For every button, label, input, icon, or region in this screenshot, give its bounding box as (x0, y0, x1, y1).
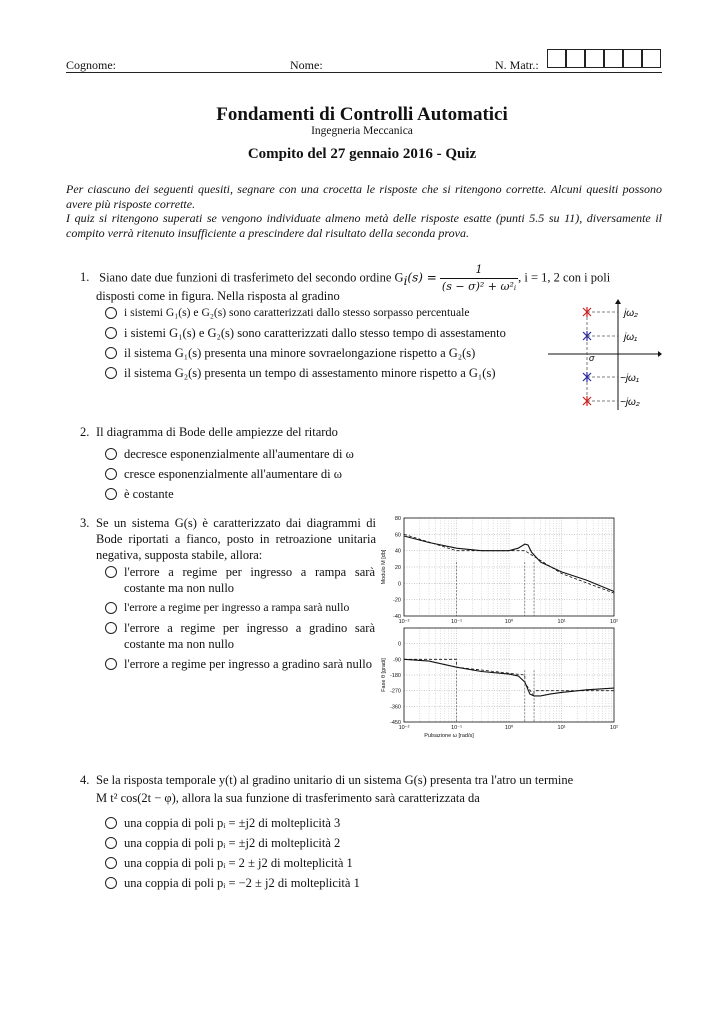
bode-diagram (376, 510, 620, 742)
cognome-label: Cognome: (66, 58, 116, 72)
option-label: una coppia di poli pᵢ = ±j2 di molteplicità 2 (124, 836, 341, 850)
question-4-text-a: Se la risposta temporale y(t) al gradino unitario di un sistema G(s) presenta tra l'atro un termine (96, 773, 574, 787)
magnitude-x-tick-label: 10¹ (557, 619, 566, 625)
question-number: 2. (80, 425, 90, 439)
page-subtitle: Ingegneria Meccanica (311, 125, 413, 137)
phase-y-tick-label: 0 (397, 641, 401, 648)
radio-circle[interactable] (105, 367, 117, 379)
option-label: decresce esponenzialmente all'aumentare di ω (124, 447, 354, 461)
nome-label: Nome: (290, 58, 323, 72)
page-title: Fondamenti di Controlli Automatici (216, 104, 508, 125)
question-1: 1. Siano date due funzioni di trasferimeto del secondo ordine $G_i(s)$ = $\frac{1}{\text{(s − σ)² + ω²ᵢ}}$ , i = 1, 2 con i poli (80, 263, 611, 293)
option-label: una coppia di poli pᵢ = ±j2 di molteplicità 3 (124, 816, 341, 830)
phase-x-tick-label: 10⁰ (504, 725, 514, 731)
answer-option[interactable] (105, 345, 515, 361)
magnitude-x-tick-label: 10⁻¹ (451, 619, 462, 625)
matr-label: N. Matr.: (495, 58, 539, 72)
phase-x-tick-label: 10⁻¹ (451, 725, 462, 731)
radio-circle[interactable] (105, 877, 117, 889)
radio-circle[interactable] (105, 622, 117, 634)
option-label: una coppia di poli pᵢ = −2 ± j2 di molteplicità 1 (124, 876, 360, 890)
answer-option[interactable] (105, 325, 515, 341)
option-label: l'errore a regime per ingresso a gradino sarà costante ma non nullo (124, 621, 375, 651)
magnitude-y-tick-label: 40 (394, 548, 401, 555)
magnitude-y-axis-label: Modulo M [db] (381, 549, 387, 585)
question-1-text-a: Siano date due funzioni di trasferimeto del secondo ordine G (99, 270, 404, 285)
answer-option[interactable] (105, 875, 505, 891)
option-label: è costante (124, 487, 174, 501)
option-label: l'errore a regime per ingresso a rampa sarà nullo (124, 601, 350, 614)
phase-y-tick-label: -180 (389, 673, 401, 679)
answer-option[interactable] (105, 600, 375, 616)
option-label: una coppia di poli pᵢ = 2 ± j2 di molteplicità 1 (124, 856, 353, 870)
magnitude-y-tick-label: 60 (394, 532, 401, 539)
phase-y-axis-label: Fase θ [gradi] (381, 658, 387, 692)
label-jw1: jω₁ (624, 332, 638, 343)
magnitude-y-tick-label: 20 (394, 565, 401, 571)
label-jw2: jω₂ (624, 308, 638, 319)
matr-box[interactable] (585, 49, 604, 68)
question-1-text-c: , i = 1, 2 con i poli (518, 270, 611, 285)
magnitude-x-tick-label: 10⁰ (504, 619, 514, 625)
fraction-numerator: 1 (440, 262, 518, 279)
question-number: 3. (80, 516, 90, 530)
radio-circle[interactable] (105, 488, 117, 500)
question-1-text-b: (s) = (407, 270, 437, 285)
phase-y-tick-label: -90 (393, 657, 401, 664)
exam-date: Compito del 27 gennaio 2016 - Quiz (247, 146, 477, 162)
instructions-line-2: I quiz si ritengono superati se vengono individuate almeno metà delle risposte esatte (punti 5.5 su 11), diversamente il compito verrà ritenuto insufficiente a prescindere dal risultato della seconda prova. (66, 211, 662, 240)
radio-circle[interactable] (105, 327, 117, 339)
answer-option[interactable] (105, 486, 505, 502)
radio-circle[interactable] (105, 468, 117, 480)
question-3 (80, 515, 376, 563)
question-number: 1. (80, 270, 90, 285)
magnitude-y-tick-label: 80 (394, 516, 401, 522)
fraction-denominator: (s − σ)² + ω²ᵢ (441, 280, 517, 293)
magnitude-y-tick-label: 0 (397, 581, 401, 588)
matr-box[interactable] (642, 49, 661, 68)
question-4 (80, 772, 662, 788)
question-2-text: Il diagramma di Bode delle ampiezze del ritardo (96, 425, 338, 439)
answer-option[interactable] (105, 656, 375, 672)
magnitude-y-tick-label: -40 (393, 614, 401, 620)
answer-option[interactable] (105, 815, 505, 831)
answer-option[interactable] (105, 446, 505, 462)
label-neg-jw2: −jω₂ (620, 397, 640, 408)
header-rule (66, 72, 662, 73)
instructions (66, 182, 662, 240)
matr-box[interactable] (604, 49, 623, 68)
question-number: 4. (80, 773, 90, 787)
matr-box[interactable] (566, 49, 585, 68)
label-neg-jw1: −jω₁ (620, 373, 640, 384)
radio-circle[interactable] (105, 347, 117, 359)
radio-circle[interactable] (105, 817, 117, 829)
radio-circle[interactable] (105, 602, 117, 614)
answer-option[interactable] (105, 835, 505, 851)
radio-circle[interactable] (105, 307, 117, 319)
question-3-options (105, 564, 375, 672)
question-1-options (105, 305, 515, 381)
phase-y-tick-label: -360 (389, 704, 401, 711)
imaginary-axis-arrow (615, 299, 621, 304)
question-2-options (105, 446, 505, 502)
matricola-boxes[interactable] (547, 49, 661, 68)
option-label: il sistema G₁(s) presenta una minore sovraelongazione rispetto a G₂(s) (124, 346, 476, 360)
option-label: l'errore a regime per ingresso a gradino sarà nullo (124, 657, 372, 671)
option-label: cresce esponenzialmente all'aumentare di ω (124, 467, 343, 481)
label-sigma: σ (589, 353, 595, 363)
magnitude-x-tick-label: 10⁻² (398, 619, 410, 625)
phase-series-dashed (404, 659, 614, 696)
pole-zero-plot (544, 298, 662, 414)
radio-circle[interactable] (105, 566, 117, 578)
radio-circle[interactable] (105, 448, 117, 460)
question-4-text-b: M t² cos(2t − φ), allora la sua funzione di trasferimento sarà caratterizzata da (96, 791, 480, 805)
question-1-text-d: disposti come in figura. Nella risposta al gradino (96, 289, 340, 303)
question-2 (80, 424, 662, 440)
answer-option[interactable] (105, 305, 515, 321)
matr-box[interactable] (547, 49, 566, 68)
phase-x-tick-label: 10² (610, 725, 618, 731)
answer-option[interactable] (105, 466, 505, 482)
option-label: il sistema G₂(s) presenta un tempo di assestamento minore rispetto a G₁(s) (124, 366, 496, 380)
phase-y-tick-label: -270 (389, 688, 401, 695)
magnitude-y-tick-label: -20 (393, 597, 401, 604)
instructions-line-1: Per ciascuno dei seguenti quesiti, segnare con una crocetta le risposte che si ritengono corrette. Alcuni quesiti possono avere più risposte corrette. (66, 182, 662, 211)
option-label: i sistemi G₁(s) e G₂(s) sono caratterizzati dallo stesso tempo di assestamento (124, 326, 506, 340)
question-3-text: Se un sistema G(s) è caratterizzato dai diagrammi di Bode riportati a fianco, posto in retroazione unitaria negativa, supposta stabile, allora: (96, 516, 376, 562)
magnitude-x-tick-label: 10² (610, 619, 618, 625)
matr-box[interactable] (623, 49, 642, 68)
answer-option[interactable] (105, 564, 375, 596)
option-label: i sistemi G₁(s) e G₂(s) sono caratterizzati dallo stesso sorpasso percentuale (124, 306, 470, 319)
phase-x-tick-label: 10¹ (557, 725, 566, 731)
phase-x-tick-label: 10⁻² (398, 725, 410, 731)
answer-option[interactable] (105, 365, 515, 381)
radio-circle[interactable] (105, 658, 117, 670)
real-axis-arrow (658, 351, 662, 357)
phase-x-axis-label: Pulsazione ω [rad/s] (424, 733, 474, 739)
radio-circle[interactable] (105, 857, 117, 869)
phase-y-tick-label: -450 (389, 720, 401, 726)
answer-option[interactable] (105, 620, 375, 652)
option-label: l'errore a regime per ingresso a rampa sarà costante ma non nullo (124, 565, 375, 595)
answer-option[interactable] (105, 855, 505, 871)
question-4-options (105, 815, 505, 891)
radio-circle[interactable] (105, 837, 117, 849)
